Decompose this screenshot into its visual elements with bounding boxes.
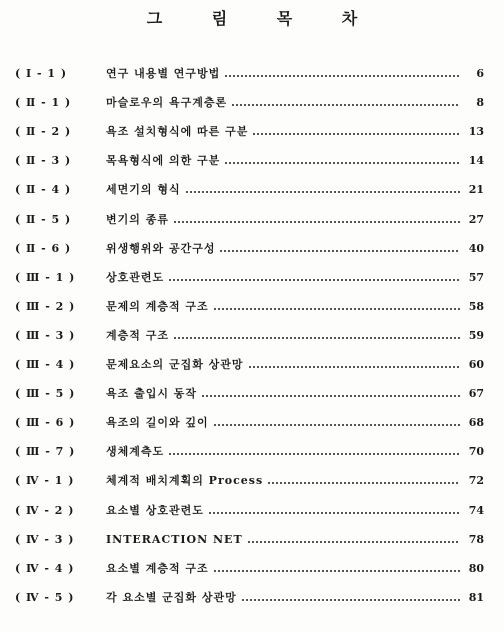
toc-entry bbox=[0, 530, 504, 550]
figure-title-line bbox=[106, 93, 460, 113]
figure-title-line bbox=[106, 180, 460, 200]
toc-entry bbox=[0, 297, 504, 317]
figure-title-line bbox=[106, 530, 460, 550]
toc-entry bbox=[0, 442, 504, 462]
page-number: 60 bbox=[468, 358, 484, 371]
figure-number: ( Ⅲ - 7 ) bbox=[15, 445, 76, 459]
figure-number: ( Ⅲ - 5 ) bbox=[15, 387, 76, 401]
figure-number: ( Ⅱ - 3 ) bbox=[15, 154, 72, 168]
figure-title: 연구 내용별 연구방법 bbox=[106, 67, 221, 80]
figure-title-line bbox=[106, 239, 460, 259]
figure-title: 요소별 계층적 구조 bbox=[106, 561, 209, 575]
figure-title: 마슬로우의 욕구계층론 bbox=[106, 96, 228, 110]
dot-leader bbox=[213, 570, 460, 572]
dot-leader bbox=[173, 337, 460, 339]
dot-leader bbox=[208, 512, 460, 514]
toc-entry bbox=[0, 471, 504, 491]
figure-number: ( Ⅳ - 2 ) bbox=[15, 503, 75, 517]
figure-number: ( Ⅲ - 3 ) bbox=[15, 328, 76, 342]
page-number: 58 bbox=[468, 299, 484, 313]
figure-title-line bbox=[106, 559, 460, 579]
figure-title: INTERACTION NET bbox=[106, 532, 243, 546]
dot-leader bbox=[213, 424, 460, 426]
dot-leader bbox=[231, 104, 460, 106]
dot-leader bbox=[224, 75, 460, 77]
page-number: 80 bbox=[468, 561, 484, 575]
dot-leader bbox=[247, 541, 460, 543]
dot-leader bbox=[168, 453, 460, 455]
figure-title: 계층적 구조 bbox=[106, 328, 169, 342]
dot-leader bbox=[173, 221, 460, 223]
figure-title: 체계적 배치계획의 Process bbox=[106, 474, 264, 488]
toc-entry bbox=[0, 268, 504, 288]
figure-title: 문제의 계층적 구조 bbox=[106, 299, 209, 313]
figure-title-line bbox=[106, 501, 460, 521]
dot-leader bbox=[252, 133, 460, 135]
page-number: 81 bbox=[468, 590, 484, 604]
page-title: 그 림 목 차 bbox=[146, 9, 380, 28]
figure-number: ( Ⅳ - 4 ) bbox=[15, 561, 75, 575]
dot-leader bbox=[168, 279, 460, 281]
dot-leader bbox=[267, 482, 460, 484]
figure-number: ( Ⅱ - 6 ) bbox=[15, 241, 72, 255]
dot-leader bbox=[248, 366, 460, 368]
figure-number: ( Ⅲ - 2 ) bbox=[15, 299, 76, 313]
figure-title: 각 요소별 군집화 상관망 bbox=[106, 590, 237, 604]
figure-title-line bbox=[106, 588, 460, 608]
figure-number: ( Ⅱ - 4 ) bbox=[15, 183, 72, 197]
figure-title: 목욕형식에 의한 구분 bbox=[106, 154, 221, 168]
toc-entry bbox=[0, 384, 504, 404]
figure-title-line bbox=[106, 122, 460, 142]
toc-entry bbox=[0, 326, 504, 346]
figure-number: ( Ⅱ - 1 ) bbox=[15, 96, 72, 110]
figure-title-line bbox=[106, 442, 460, 462]
toc-entry bbox=[0, 501, 504, 521]
figure-title-line bbox=[106, 210, 460, 230]
figure-title: 세면기의 형식 bbox=[106, 183, 181, 197]
toc-entry bbox=[0, 355, 504, 375]
figure-title-line bbox=[106, 355, 460, 375]
figure-title: 상호관련도 bbox=[106, 270, 165, 284]
page-number: 40 bbox=[468, 241, 484, 255]
page-number: 74 bbox=[468, 503, 484, 517]
toc-entry bbox=[0, 64, 504, 84]
page-number: 21 bbox=[468, 183, 484, 197]
figure-title: 생체계측도 bbox=[106, 445, 165, 459]
figure-title: 변기의 종류 bbox=[106, 212, 169, 226]
figure-title: 요소별 상호관련도 bbox=[106, 503, 204, 517]
page-number: 78 bbox=[468, 532, 484, 546]
page-number: 13 bbox=[468, 125, 484, 139]
page-number: 8 bbox=[476, 96, 484, 110]
figure-title: 문제요소의 군집화 상관망 bbox=[106, 358, 244, 371]
page-number: 67 bbox=[468, 387, 484, 401]
figure-title: 위생행위와 공간구성 bbox=[106, 241, 216, 255]
page-number: 6 bbox=[476, 67, 484, 80]
dot-leader bbox=[185, 191, 460, 193]
page-number: 57 bbox=[468, 270, 484, 284]
dot-leader bbox=[224, 162, 460, 164]
toc-entry bbox=[0, 413, 504, 433]
page-number: 72 bbox=[468, 474, 484, 488]
toc-entry bbox=[0, 151, 504, 171]
toc-entry bbox=[0, 93, 504, 113]
page-number: 14 bbox=[468, 154, 484, 168]
dot-leader bbox=[219, 250, 460, 252]
figure-title-line bbox=[106, 297, 460, 317]
figure-number: ( Ⅱ - 5 ) bbox=[15, 212, 72, 226]
figure-number: ( Ⅳ - 5 ) bbox=[15, 590, 75, 604]
figure-title: 욕조 출입시 동작 bbox=[106, 387, 198, 401]
figure-title-line bbox=[106, 64, 460, 84]
figure-number: ( Ⅱ - 2 ) bbox=[15, 125, 72, 139]
figure-number: ( Ⅰ - 1 ) bbox=[15, 67, 68, 80]
figure-title-line bbox=[106, 268, 460, 288]
figure-title-line bbox=[106, 326, 460, 346]
dot-leader bbox=[201, 395, 460, 397]
figure-number: ( Ⅳ - 3 ) bbox=[15, 532, 75, 546]
figure-title-line bbox=[106, 384, 460, 404]
toc-entry bbox=[0, 180, 504, 200]
figure-title: 욕조 설치형식에 따른 구분 bbox=[106, 125, 249, 139]
toc-entry bbox=[0, 588, 504, 608]
figure-number: ( Ⅲ - 1 ) bbox=[15, 270, 76, 284]
dot-leader bbox=[241, 599, 460, 601]
toc-entry bbox=[0, 559, 504, 579]
page-number: 70 bbox=[468, 445, 484, 459]
dot-leader bbox=[213, 308, 460, 310]
figure-number: ( Ⅲ - 6 ) bbox=[15, 416, 76, 430]
page-number: 68 bbox=[468, 416, 484, 430]
figure-title-line bbox=[106, 151, 460, 171]
page-number: 27 bbox=[468, 212, 484, 226]
figure-title: 욕조의 길이와 깊이 bbox=[106, 416, 209, 430]
toc-entry bbox=[0, 210, 504, 230]
toc-entry bbox=[0, 239, 504, 259]
figure-title-line bbox=[106, 413, 460, 433]
figure-number: ( Ⅳ - 1 ) bbox=[15, 474, 75, 488]
toc-entry bbox=[0, 122, 504, 142]
figure-title-line bbox=[106, 471, 460, 491]
page-number: 59 bbox=[468, 328, 484, 342]
figure-number: ( Ⅲ - 4 ) bbox=[15, 358, 76, 371]
